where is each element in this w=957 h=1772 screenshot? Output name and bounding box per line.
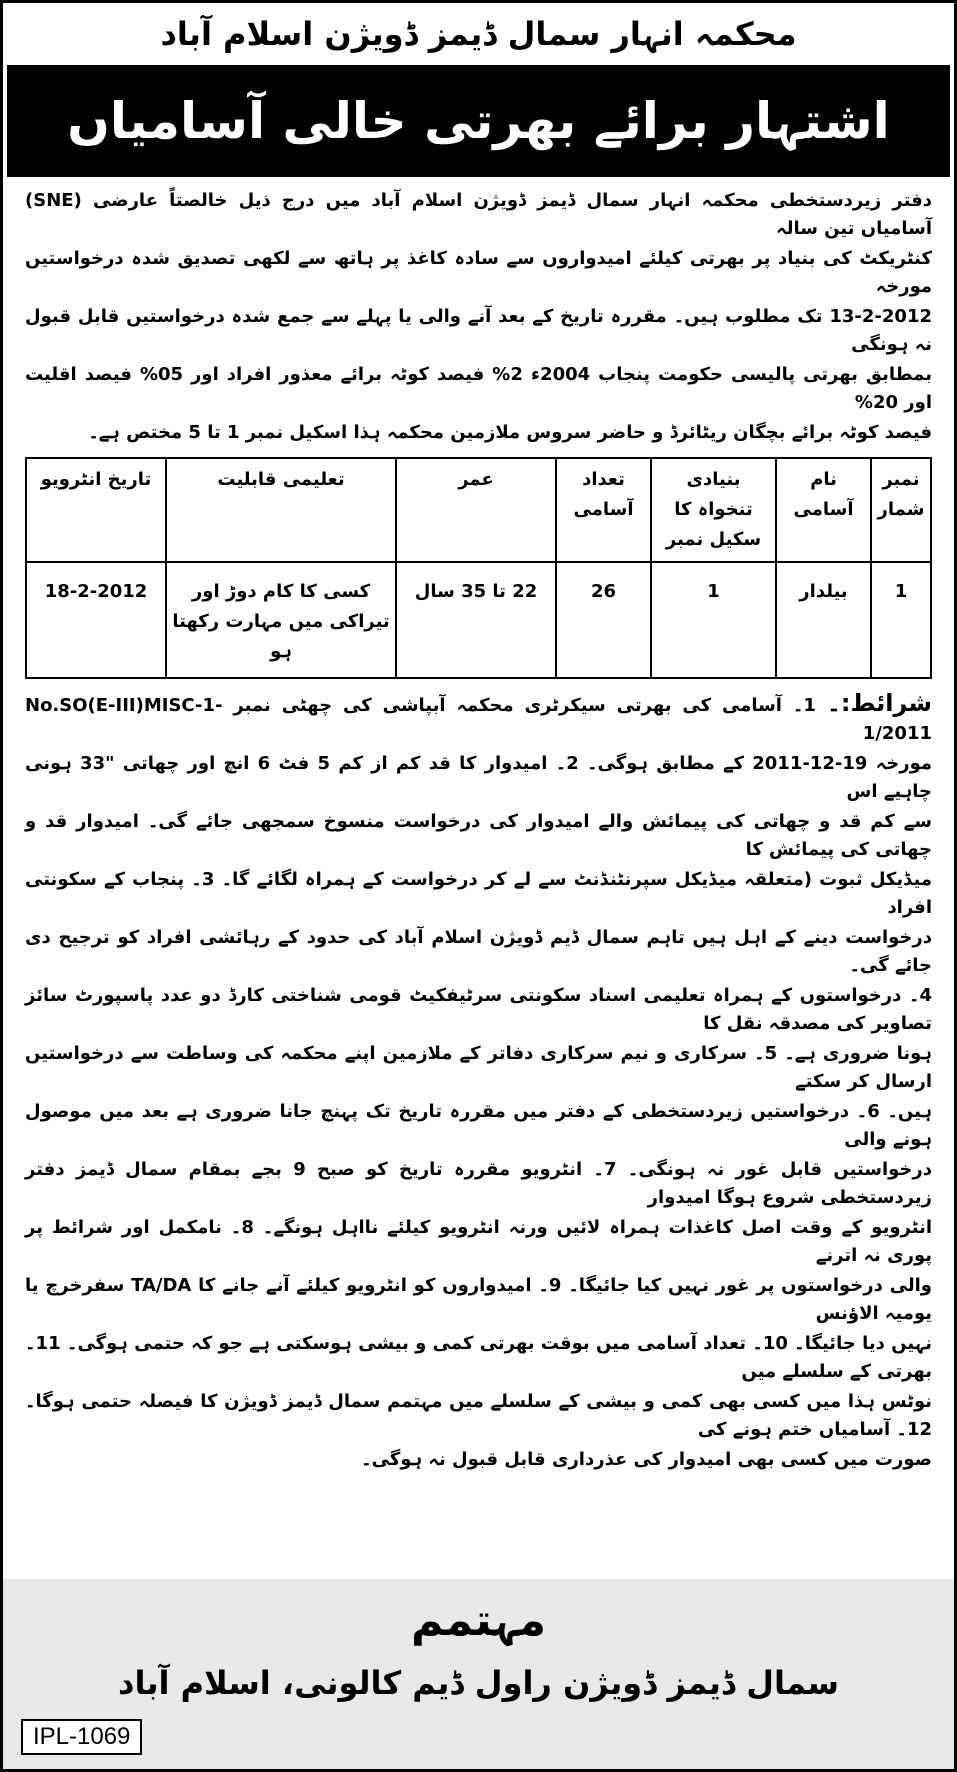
- table-header-row: [26, 458, 931, 562]
- intro-line: بمطابق بھرتی پالیسی حکومت پنجاب 2004ء 2% فیصد کوٹہ برائے معذور افراد اور 05% فیصد اقلیت اور 20%: [25, 364, 933, 413]
- header-post-name: نام آسامی: [776, 458, 871, 562]
- condition-line: درخواستیں قابل غور نہ ہونگی۔ 7۔ انٹرویو مقررہ تاریخ کو صبح 9 بجے بمقام سمال ڈیمز دفتر زیردستخطی شروع ہوگا امیدوار: [25, 1159, 932, 1208]
- intro-line: 13-2-2012 تک مطلوب ہیں۔ مقررہ تاریخ کے بعد آنے والی یا پہلے سے جمع شدہ درخواستیں قابل قبول نہ ہونگی: [25, 306, 932, 355]
- conditions-heading: شرائط:۔: [826, 689, 932, 717]
- header-age: عمر: [396, 458, 556, 562]
- cell-interview-date: 18-2-2012: [26, 562, 166, 678]
- cell-serial: 1: [871, 562, 931, 678]
- condition-line: ہونا ضروری ہے۔ 5۔ سرکاری و نیم سرکاری دفاتر کے ملازمین اپنے محکمہ کی وساطت سے درخواستیں ارسال کر سکتے: [25, 1043, 932, 1092]
- header-pay-scale: بنیادی تنخواہ کا سکیل نمبر: [651, 458, 776, 562]
- conditions-section: [3, 679, 954, 1476]
- vacancy-table: [25, 457, 932, 679]
- intro-line: دفتر زیردستخطی محکمہ انہار سمال ڈیمز ڈویژن اسلام آباد میں درج ذیل خالصتاً عارضی (SNE) آسامیاں تین سالہ: [25, 190, 932, 239]
- condition-line: سے کم قد و چھاتی کی پیمائش والے امیدوار کی درخواست منسوخ سمجھی جائے گی۔ امیدوار قد و چھاتی کی پیمائش کا: [25, 811, 932, 860]
- cell-age: 22 تا 35 سال: [396, 562, 556, 678]
- header-qualification: تعلیمی قابلیت: [166, 458, 396, 562]
- condition-line: والی درخواستوں پر غور نہیں کیا جائیگا۔ 9۔ امیدواروں کو انٹرویو کیلئے آنے جانے کا TA/DA سفرخرچ یا یومیہ الاؤنس: [25, 1275, 932, 1324]
- advert-banner: اشتہار برائے بھرتی خالی آسامیاں: [7, 65, 950, 177]
- ipl-reference: IPL-1069: [21, 1719, 142, 1755]
- cell-vacancies: 26: [556, 562, 651, 678]
- condition-line: نہیں دیا جائیگا۔ 10۔ تعداد آسامی میں بوقت بھرتی کمی و بیشی ہوسکتی ہے جو کہ حتمی ہوگی۔ 11۔ بھرتی کے سلسلے میں: [25, 1333, 932, 1382]
- cell-post-name: بیلدار: [776, 562, 871, 678]
- cell-pay-scale: 1: [651, 562, 776, 678]
- condition-line: درخواست دینے کے اہل ہیں تاہم سمال ڈیم ڈویژن اسلام آباد کی حدود کے رہائشی افراد کو ترجیح دی جائے گی۔: [25, 927, 932, 976]
- intro-line: فیصد کوٹہ برائے بچگان ریٹائرڈ و حاضر سروس ملازمین محکمہ ہذا اسکیل نمبر 1 تا 5 مختص ہے۔: [88, 422, 932, 443]
- condition-line: مورخہ 19-12-2011 کے مطابق ہوگی۔ 2۔ امیدوار کا قد کم از کم 5 فٹ 6 انچ اور چھاتی "33 ہونی چاہیے اس: [25, 753, 933, 802]
- condition-line: 1۔ آسامی کی بھرتی سیکرٹری محکمہ آبپاشی کی چھٹی نمبر No.SO(E-III)MISC-1-1/2011: [25, 695, 932, 744]
- condition-line: 4۔ درخواستوں کے ہمراہ تعلیمی اسناد سکونتی سرٹیفکیٹ قومی شناختی کارڈ دو عدد پاسپورٹ سائز تصاویر کی مصدقہ نقل کا: [25, 985, 932, 1034]
- header-interview-date: تاریخ انٹرویو: [26, 458, 166, 562]
- condition-line: ہیں۔ 6۔ درخواستیں زیردستخطی کے دفتر میں مقررہ تاریخ تک پہنچ جانا ضروری ہے بعد میں موصول ہونے والی: [25, 1101, 932, 1150]
- table-row: [26, 562, 931, 678]
- signatory-address: سمال ڈیمز ڈویژن راول ڈیم کالونی، اسلام آباد: [118, 1664, 839, 1702]
- cell-qualification: کسی کا کام دوڑ اور تیراکی میں مہارت رکھتا ہو: [166, 562, 396, 678]
- condition-line: انٹرویو کے وقت اصل کاغذات ہمراہ لائیں ورنہ انٹرویو کیلئے نااہل ہونگے۔ 8۔ نامکمل اور شرائط پر پوری نہ اترنے: [25, 1217, 932, 1266]
- condition-line: میڈیکل ثبوت (متعلقہ میڈیکل سپرنٹنڈنٹ سے لے کر درخواست کے ہمراہ لگائے گا۔ 3۔ پنجاب کے سکونتی افراد: [25, 869, 932, 918]
- signature-block: [3, 1579, 954, 1769]
- signatory-title: مہتمم: [411, 1595, 546, 1646]
- condition-line: صورت میں کسی بھی امیدوار کی عذرداری قابل قبول نہ ہوگی۔: [361, 1449, 932, 1470]
- department-title: محکمہ انہار سمال ڈیمز ڈویژن اسلام آباد: [160, 15, 797, 53]
- intro-line: کنٹریکٹ کی بنیاد پر بھرتی کیلئے امیدواروں سے سادہ کاغذ پر ہاتھ سے لکھی تصدیق شدہ درخواستیں مورخہ: [25, 248, 932, 297]
- header-vacancies: تعداد آسامی: [556, 458, 651, 562]
- intro-paragraph: [3, 177, 954, 449]
- condition-line: نوٹس ہذا میں کسی بھی کمی و بیشی کے سلسلے میں مہتمم سمال ڈیمز ڈویژن کا فیصلہ حتمی ہوگا۔ 12۔ آسامیاں ختم ہونے کی: [25, 1391, 932, 1440]
- header-serial: نمبر شمار: [871, 458, 931, 562]
